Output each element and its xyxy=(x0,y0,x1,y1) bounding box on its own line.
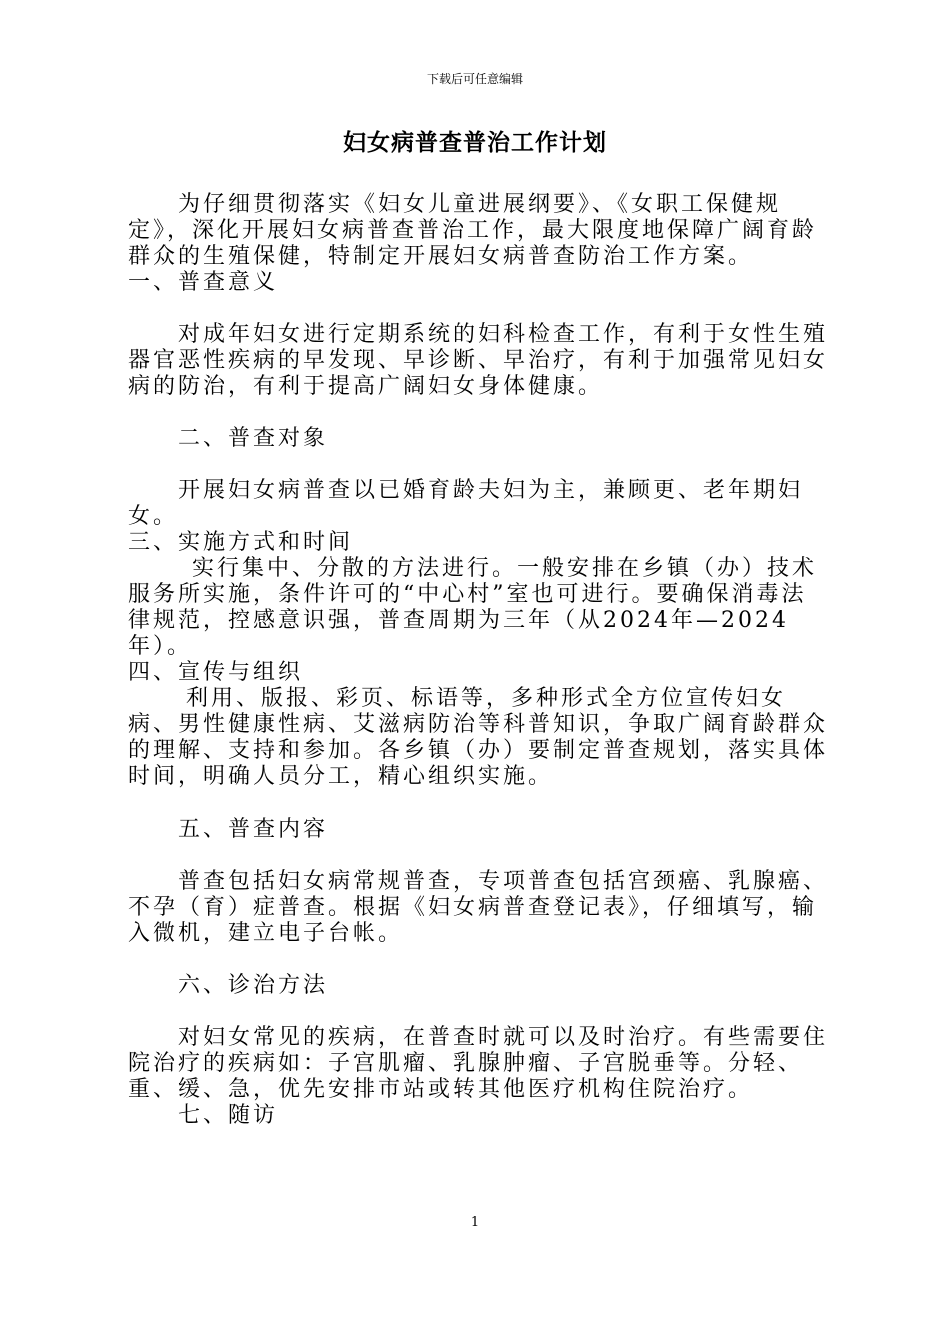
section-paragraph-5: 普查包括妇女病常规普查，专项普查包括宫颈癌、乳腺癌、不孕（育）症普查。根据《妇女病普查登记表》，仔细填写，输入微机，建立电子台帐。 xyxy=(128,869,829,946)
section-heading-7: 七、随访 xyxy=(178,1103,279,1128)
section-paragraph-1: 对成年妇女进行定期系统的妇科检查工作，有利于女性生殖器官恶性疾病的早发现、早诊断、早治疗，有利于加强常见妇女病的防治，有利于提高广阔妇女身体健康。 xyxy=(128,322,829,399)
intro-paragraph: 为仔细贯彻落实《妇女儿童进展纲要》、《女职工保健规定》，深化开展妇女病普查普治工作，最大限度地保障广阔育龄群众的生殖保健，特制定开展妇女病普查防治工作方案。 xyxy=(128,192,818,269)
section-heading-6: 六、诊治方法 xyxy=(178,973,329,998)
section-paragraph-6: 对妇女常见的疾病，在普查时就可以及时治疗。有些需要住院治疗的疾病如：子宫肌瘤、乳腺肿瘤、子宫脱垂等。分轻、重、缓、急，优先安排市站或转其他医疗机构住院治疗。 xyxy=(128,1025,829,1102)
section-paragraph-3: 实行集中、分散的方法进行。一般安排在乡镇（办）技术服务所实施，条件许可的“中心村”室也可进行。要确保消毒法律规范，控感意识强，普查周期为三年（从2024年—2024年）。 xyxy=(128,556,818,659)
section-heading-2: 二、普查对象 xyxy=(178,426,329,451)
document-title: 妇女病普查普治工作计划 xyxy=(343,130,607,156)
section-heading-5: 五、普查内容 xyxy=(178,817,329,842)
section-heading-3: 三、实施方式和时间 xyxy=(128,530,354,555)
section-heading-4: 四、宣传与组织 xyxy=(128,660,304,685)
page-header-note: 下载后可任意编辑 xyxy=(426,72,523,86)
section-paragraph-2: 开展妇女病普查以已婚育龄夫妇为主，兼顾更、老年期妇女。 xyxy=(128,478,804,529)
section-paragraph-4: 利用、版报、彩页、标语等，多种形式全方位宣传妇女病、男性健康性病、艾滋病防治等科普知识，争取广阔育龄群众的理解、支持和参加。各乡镇（办）要制定普查规划，落实具体时间，明确人员分工，精心组织实施。 xyxy=(128,686,829,789)
page-number: 1 xyxy=(470,1215,480,1230)
section-heading-1: 一、普查意义 xyxy=(128,270,279,295)
